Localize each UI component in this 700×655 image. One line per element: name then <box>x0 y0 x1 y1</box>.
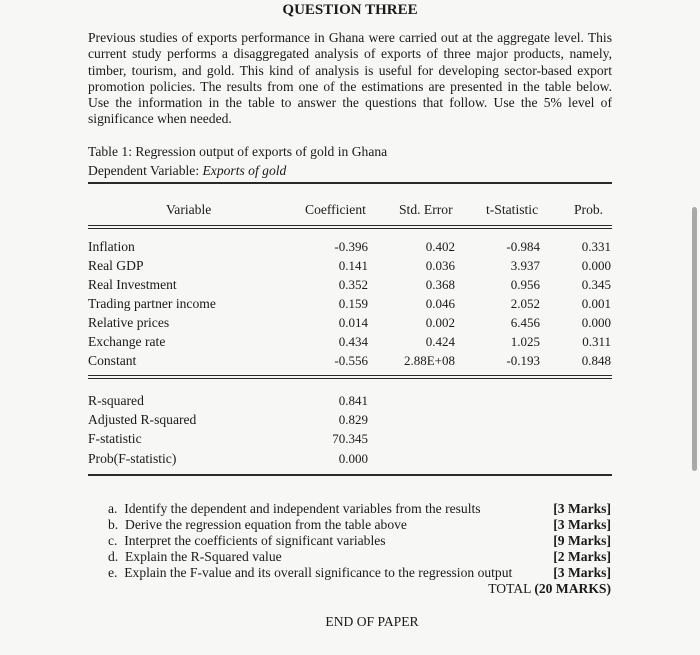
row-std-error: 0.402 <box>425 239 455 254</box>
row-t-statistic: 2.052 <box>510 296 540 311</box>
total-marks <box>488 581 611 597</box>
row-prob: 0.000 <box>581 258 611 273</box>
row-std-error: 2.88E+08 <box>403 353 455 368</box>
row-variable: Real Investment <box>88 277 177 292</box>
row-t-statistic: 3.937 <box>510 258 540 273</box>
stat-value: 70.345 <box>332 431 368 446</box>
stat-value: 0.841 <box>338 393 368 408</box>
row-prob: 0.001 <box>581 296 611 311</box>
end-of-paper: END OF PAPER <box>325 614 419 629</box>
stat-label: R-squared <box>88 393 144 408</box>
dependent-variable-prefix: Dependent Variable: <box>88 163 203 178</box>
question-item <box>108 517 407 533</box>
question-text: Interpret the coefficients of significant variables <box>124 533 386 548</box>
row-coefficient: -0.556 <box>334 353 368 368</box>
row-t-statistic: 0.956 <box>510 277 540 292</box>
header-rule-2 <box>88 228 612 229</box>
row-variable: Exchange rate <box>88 334 166 349</box>
header-std-error: Std. Error <box>399 202 453 217</box>
question-item <box>108 565 512 581</box>
row-prob: 0.331 <box>581 239 611 254</box>
row-coefficient: 0.434 <box>338 334 368 349</box>
stats-rule-1 <box>88 375 612 376</box>
table-top-rule <box>88 182 612 184</box>
row-prob: 0.000 <box>581 315 611 330</box>
row-std-error: 0.046 <box>425 296 455 311</box>
question-letter: d. <box>108 549 119 564</box>
question-marks: [9 Marks] <box>553 533 611 548</box>
question-title: QUESTION THREE <box>282 2 418 18</box>
question-letter: c. <box>108 533 118 548</box>
row-std-error: 0.424 <box>425 334 455 349</box>
header-coefficient: Coefficient <box>305 202 366 217</box>
scrollbar[interactable] <box>692 207 697 471</box>
intro-paragraph: Previous studies of exports performance in Ghana were carried out at the aggregate level. This current study performs a disaggregated analysis of exports of three major products, namely, timber, tourism, and gold. This kind of analysis is useful for developing sector-based export promotion policies. The results from one of the estimations are presented in the table below. Use the information in the table to answer the questions that follow. Use the 5% level of significance when needed. <box>88 30 612 127</box>
row-std-error: 0.368 <box>425 277 455 292</box>
stat-value: 0.000 <box>338 451 368 466</box>
stat-label: Prob(F-statistic) <box>88 451 177 466</box>
question-marks: [3 Marks] <box>553 565 611 580</box>
row-coefficient: 0.159 <box>338 296 368 311</box>
question-marks: [3 Marks] <box>553 517 611 532</box>
dependent-variable-caption <box>88 162 286 179</box>
header-t-statistic: t-Statistic <box>486 202 539 217</box>
row-variable: Real GDP <box>88 258 144 273</box>
row-prob: 0.848 <box>581 353 611 368</box>
question-text: Explain the F-value and its overall significance to the regression output <box>124 565 513 580</box>
row-variable: Constant <box>88 353 137 368</box>
header-prob: Prob. <box>574 202 604 217</box>
row-t-statistic: -0.984 <box>506 239 540 254</box>
row-std-error: 0.036 <box>425 258 455 273</box>
stats-rule-2 <box>88 378 612 379</box>
row-t-statistic: 6.456 <box>510 315 540 330</box>
row-variable: Inflation <box>88 239 135 254</box>
row-variable: Relative prices <box>88 315 170 330</box>
header-variable: Variable <box>166 202 212 217</box>
dependent-variable-name: Exports of gold <box>202 163 287 178</box>
row-coefficient: 0.141 <box>338 258 368 273</box>
question-item <box>108 501 481 517</box>
row-t-statistic: -0.193 <box>506 353 540 368</box>
total-value: (20 MARKS) <box>534 581 611 596</box>
question-letter: e. <box>108 565 118 580</box>
row-std-error: 0.002 <box>425 315 455 330</box>
question-letter: a. <box>108 501 118 516</box>
question-letter: b. <box>108 517 119 532</box>
question-marks: [3 Marks] <box>553 501 611 516</box>
row-t-statistic: 1.025 <box>510 334 540 349</box>
question-text: Explain the R-Squared value <box>125 549 282 564</box>
row-variable: Trading partner income <box>88 296 216 311</box>
table-bottom-rule <box>88 474 612 476</box>
question-text: Derive the regression equation from the table above <box>125 517 407 532</box>
question-item <box>108 533 386 549</box>
row-coefficient: 0.352 <box>338 277 368 292</box>
row-coefficient: 0.014 <box>338 315 368 330</box>
question-text: Identify the dependent and independent variables from the results <box>124 501 481 516</box>
question-item <box>108 549 282 565</box>
question-marks: [2 Marks] <box>553 549 611 564</box>
header-rule-1 <box>88 225 612 226</box>
stat-label: Adjusted R-squared <box>88 412 197 427</box>
stat-label: F-statistic <box>88 431 142 446</box>
row-prob: 0.345 <box>581 277 611 292</box>
table-caption: Table 1: Regression output of exports of gold in Ghana <box>88 144 388 159</box>
stat-value: 0.829 <box>338 412 368 427</box>
row-prob: 0.311 <box>582 334 611 349</box>
row-coefficient: -0.396 <box>334 239 368 254</box>
total-prefix: TOTAL <box>488 581 535 596</box>
